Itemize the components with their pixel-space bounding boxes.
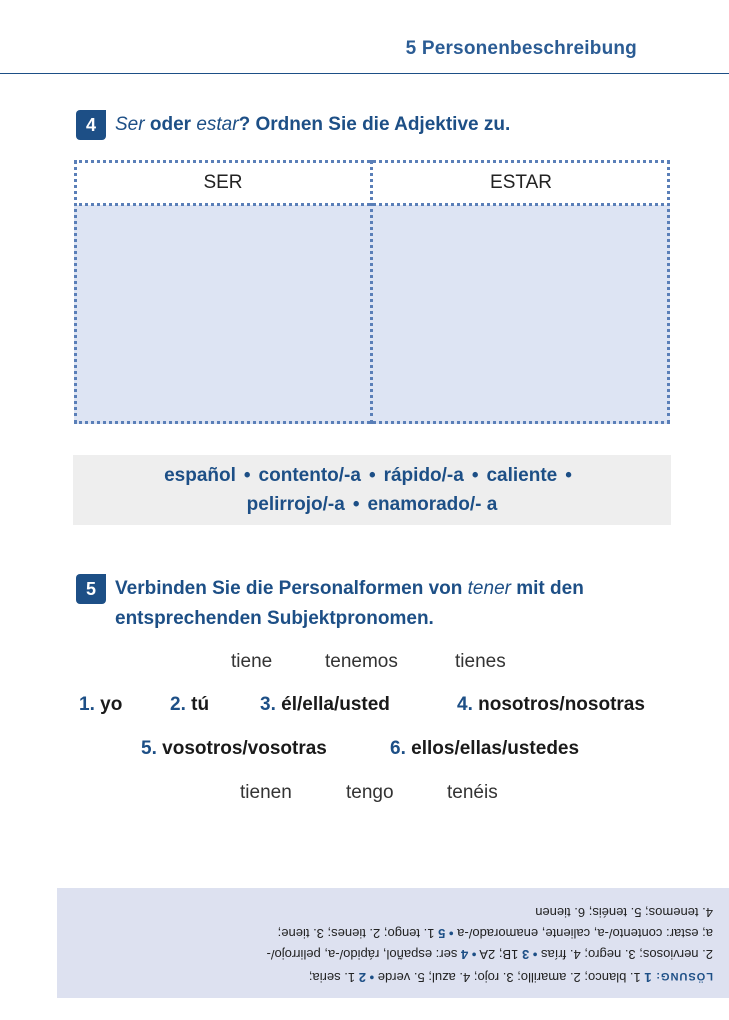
exercise-5-title-line-1	[115, 574, 584, 604]
exercise-5-title	[115, 574, 584, 634]
exercise-5-title-line-2: entsprechenden Subjektpronomen.	[115, 608, 434, 629]
separator: •	[352, 494, 360, 515]
title-part: mit den	[510, 578, 584, 599]
ser-drop-area[interactable]	[74, 205, 372, 424]
pronoun-text: ellos/ellas/ustedes	[411, 738, 580, 759]
pronoun-number: 6.	[390, 738, 406, 759]
title-tener: tener	[467, 578, 511, 599]
solution-bullet: •	[471, 947, 477, 962]
solution-line-4: 4. tenemos; 5. tenéis; 6. tienen	[535, 905, 713, 920]
pronoun-item[interactable]	[79, 694, 122, 716]
word-item[interactable]: contento/-a	[258, 465, 361, 486]
ser-column	[74, 160, 372, 424]
solution-number: 4	[460, 947, 469, 962]
estar-column	[372, 160, 670, 424]
word-bank-line-2	[247, 490, 498, 519]
exercise-4-badge	[76, 110, 106, 140]
pronoun-number: 1.	[79, 694, 95, 715]
title-oder: oder	[144, 114, 197, 135]
solution-line-3	[73, 923, 713, 944]
separator: •	[471, 465, 479, 486]
exercise-5-number: 5	[85, 578, 96, 599]
solution-part: 1. tengo; 2. tienes; 3. tiene;	[277, 926, 435, 941]
pronoun-text: tú	[191, 694, 210, 715]
verb-form[interactable]: tienen	[240, 782, 292, 803]
solution-line-1	[73, 965, 713, 988]
exercise-4-number: 4	[85, 114, 96, 135]
solution-rotated	[57, 888, 729, 998]
solution-part: 1B; 2A	[480, 947, 519, 962]
verb-form[interactable]: tiene	[231, 651, 273, 672]
pronoun-text: yo	[100, 694, 123, 715]
word-item[interactable]: pelirrojo/-a	[246, 494, 345, 515]
solution-part: 1. blanco; 2. amarillo; 3. rojo; 4. azul; 5. verde	[377, 970, 641, 985]
word-item[interactable]: caliente	[486, 465, 558, 486]
solution-text	[73, 902, 713, 988]
verb-form[interactable]: tienes	[455, 651, 506, 672]
solution-part: 1. seria;	[308, 970, 356, 985]
separator: •	[243, 465, 251, 486]
adjective-word-bank	[73, 455, 671, 525]
separator: •	[368, 465, 376, 486]
solution-bullet: •	[369, 970, 375, 985]
pronoun-item[interactable]	[170, 694, 209, 716]
verb-form[interactable]: tenéis	[447, 782, 498, 803]
title-rest: ? Ordnen Sie die Adjektive zu.	[238, 114, 511, 135]
solution-box	[57, 888, 729, 998]
solution-part: ser: español, rápido/-a, pelirrojo/-	[266, 947, 458, 962]
title-part: Verbinden Sie die Personalformen von	[115, 578, 468, 599]
chapter-title: 5 Personenbeschreibung	[405, 38, 637, 59]
title-estar: estar	[196, 114, 239, 135]
solution-line-2	[73, 944, 713, 965]
solution-number: 1	[644, 970, 652, 985]
solution-number: 3	[521, 947, 530, 962]
verb-form[interactable]: tengo	[346, 782, 394, 803]
word-item[interactable]: enamorado/- a	[367, 494, 498, 515]
pronoun-text: nosotros/nosotras	[478, 694, 645, 715]
pronoun-number: 2.	[170, 694, 186, 715]
exercise-4-title	[115, 110, 510, 140]
estar-header: ESTAR	[372, 160, 670, 205]
page-header	[0, 0, 729, 74]
table-column-divider	[370, 160, 373, 424]
pronoun-text: él/ella/usted	[281, 694, 390, 715]
pronoun-item[interactable]	[390, 738, 579, 760]
estar-drop-area[interactable]	[372, 205, 670, 424]
solution-number: 2	[358, 970, 366, 985]
word-bank-line-1	[164, 461, 580, 490]
ser-header: SER	[74, 160, 372, 205]
pronoun-item[interactable]	[260, 694, 390, 716]
pronoun-number: 5.	[141, 738, 157, 759]
solution-part: a; estar: contento/-a, caliente, enamorado/-a	[457, 926, 713, 941]
word-item[interactable]: español	[164, 465, 236, 486]
pronoun-item[interactable]	[141, 738, 327, 760]
solution-part: 2. nerviosos; 3. negro; 4. frías	[541, 947, 713, 962]
solution-label: LÖSUNG:	[655, 970, 713, 982]
pronoun-number: 3.	[260, 694, 276, 715]
title-ser: Ser	[115, 114, 145, 135]
pronoun-number: 4.	[457, 694, 473, 715]
solution-number: 5	[438, 926, 446, 941]
solution-bullet: •	[448, 926, 454, 941]
exercise-5-badge	[76, 574, 106, 604]
solution-bullet: •	[532, 947, 538, 962]
word-item[interactable]: rápido/-a	[383, 465, 464, 486]
pronoun-item[interactable]	[457, 694, 645, 716]
separator: •	[565, 465, 572, 486]
verb-form[interactable]: tenemos	[325, 651, 398, 672]
pronoun-text: vosotros/vosotras	[162, 738, 327, 759]
